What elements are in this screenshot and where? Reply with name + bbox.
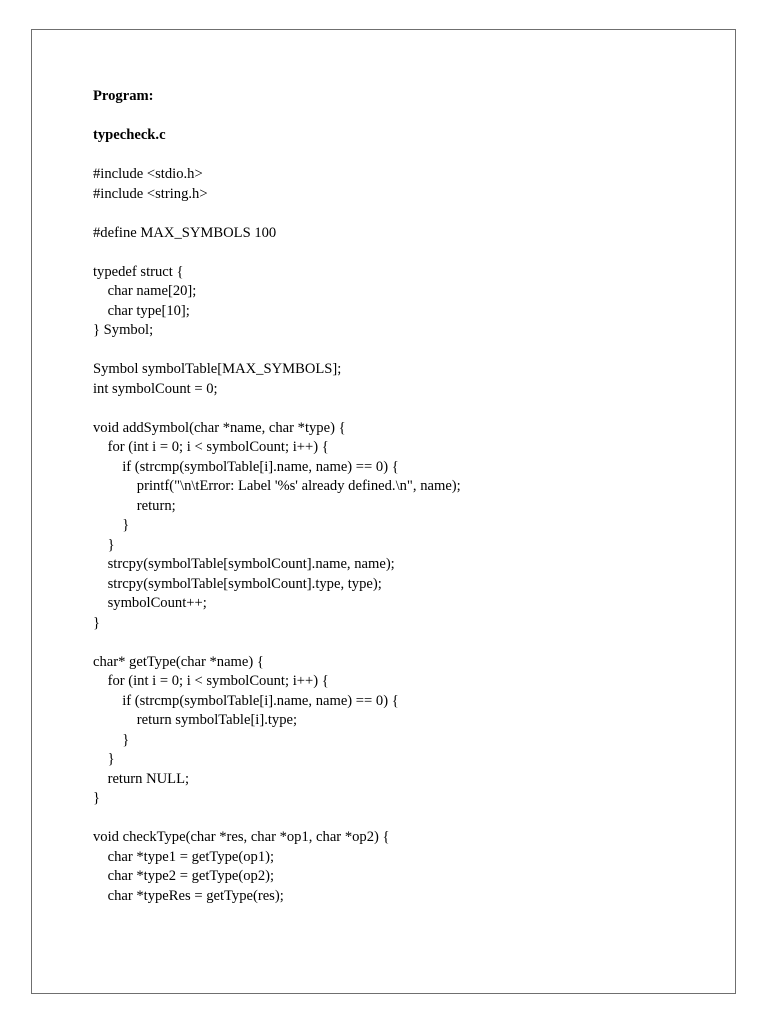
code-line: #define MAX_SYMBOLS 100 [93, 224, 277, 241]
code-line [93, 341, 713, 361]
code-line [93, 633, 713, 653]
code-line: return symbolTable[i].type; [93, 712, 298, 728]
code-line: if (strcmp(symbolTable[i].name, name) == 0) { [93, 458, 399, 475]
code-line: } [93, 731, 130, 748]
spacer [93, 146, 713, 166]
code-line: } [93, 536, 115, 553]
code-line: } Symbol; [93, 322, 154, 338]
code-line: return NULL; [93, 770, 190, 787]
code-line: } [93, 751, 115, 767]
code-line: symbolCount++; [93, 595, 207, 611]
code-line: void addSymbol(char *name, char *type) { [93, 419, 346, 436]
program-heading: Program: [93, 88, 154, 104]
code-line: void checkType(char *res, char *op1, char *op2) { [93, 829, 390, 845]
code-line: if (strcmp(symbolTable[i].name, name) == 0) { [93, 692, 399, 709]
code-line: } [93, 614, 101, 631]
code-line: char *type2 = getType(op2); [93, 868, 275, 884]
code-line: printf("\n\tError: Label '%s' already defined.\n", name); [93, 478, 461, 494]
code-line [93, 399, 713, 419]
code-line: for (int i = 0; i < symbolCount; i++) { [93, 673, 329, 689]
code-line: char name[20]; [93, 283, 197, 299]
code-line: int symbolCount = 0; [93, 380, 218, 397]
code-line [93, 204, 713, 224]
code-line: } [93, 790, 101, 806]
code-line: Symbol symbolTable[MAX_SYMBOLS]; [93, 361, 342, 377]
code-line: #include <stdio.h> [93, 166, 203, 182]
code-line: char type[10]; [93, 302, 190, 319]
code-line: for (int i = 0; i < symbolCount; i++) { [93, 439, 329, 455]
code-line [93, 809, 713, 829]
code-line [93, 243, 713, 263]
code-line: strcpy(symbolTable[symbolCount].type, type); [93, 575, 382, 592]
code-line: char *type1 = getType(op1); [93, 848, 275, 865]
code-line: } [93, 517, 130, 533]
code-line: char *typeRes = getType(res); [93, 887, 284, 904]
code-line: typedef struct { [93, 263, 184, 280]
spacer [93, 107, 713, 127]
document-body [93, 87, 713, 906]
code-line: strcpy(symbolTable[symbolCount].name, name); [93, 556, 395, 572]
code-line: #include <string.h> [93, 185, 208, 202]
code-line: char* getType(char *name) { [93, 653, 264, 670]
filename-heading: typecheck.c [93, 127, 166, 143]
code-line: return; [93, 497, 176, 514]
code-block [93, 165, 713, 906]
